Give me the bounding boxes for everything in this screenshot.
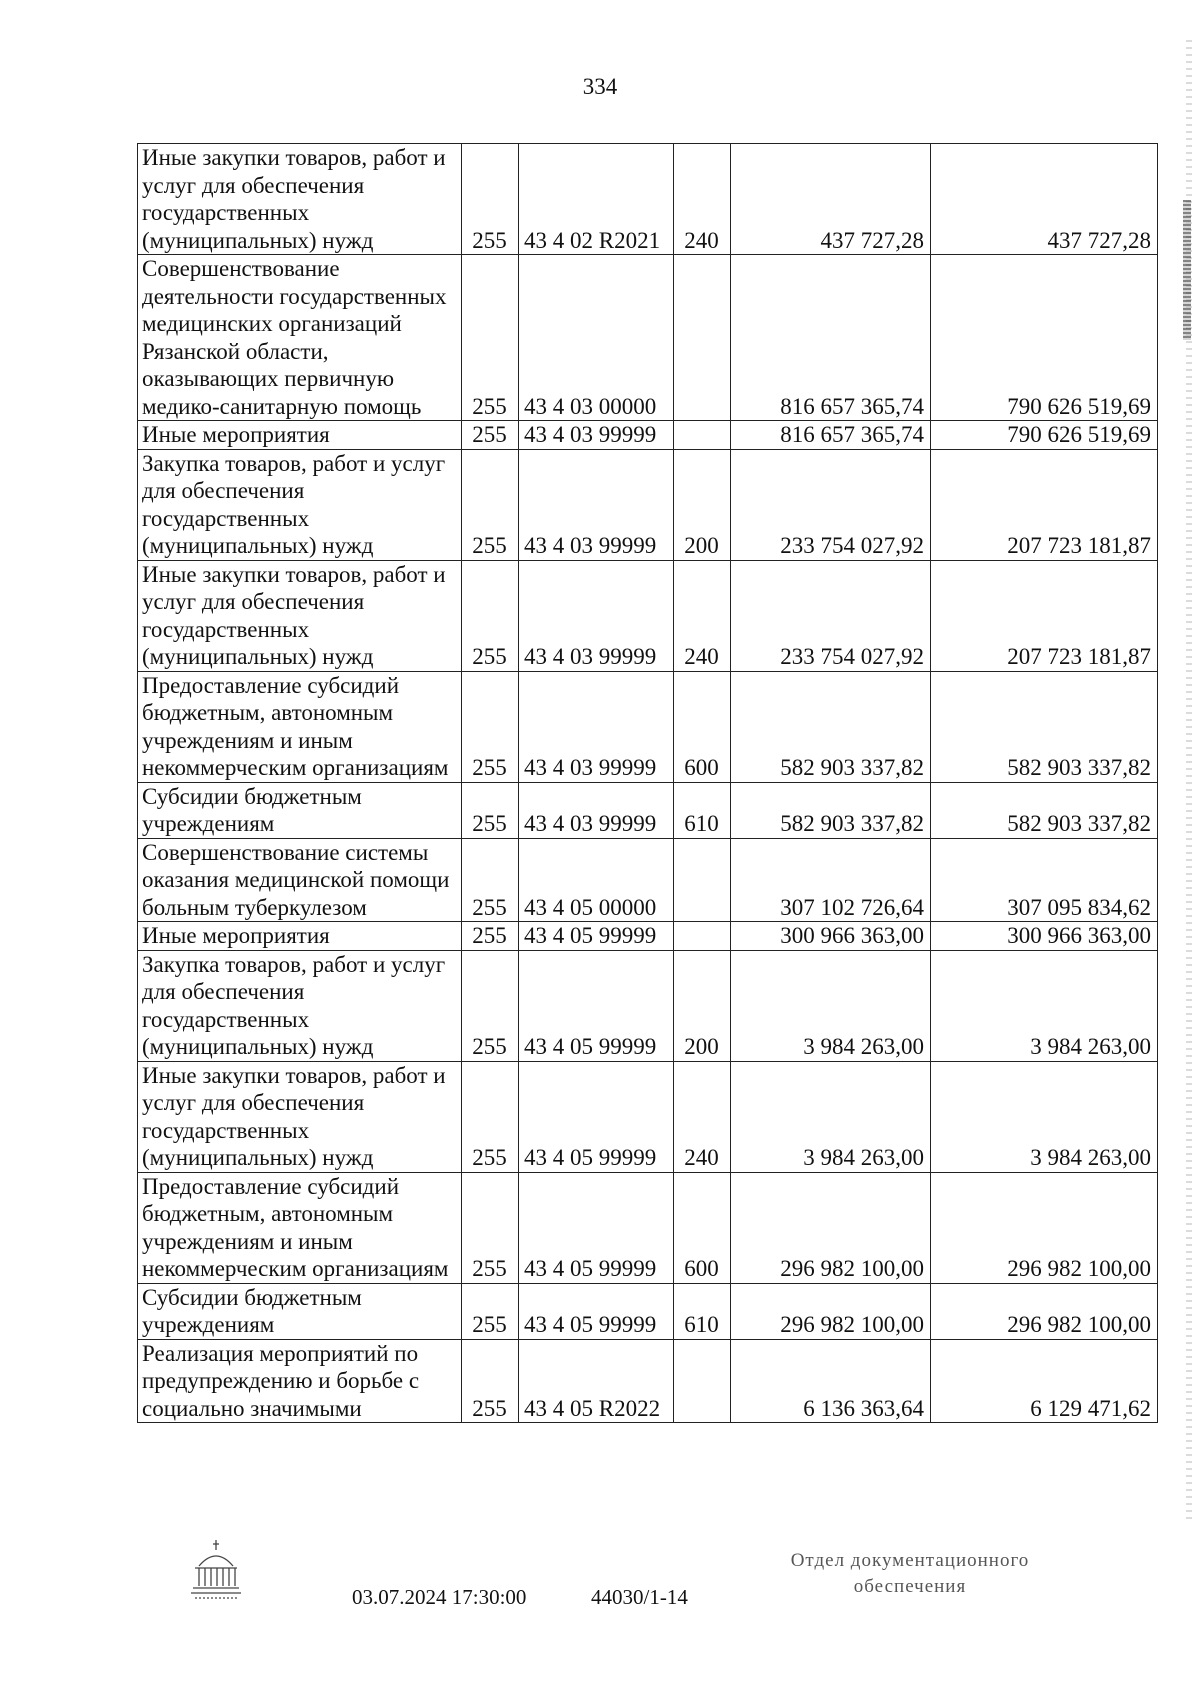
cell-sum-year-1: 296 982 100,00 — [731, 1172, 931, 1283]
cell-name: Иные мероприятия — [138, 421, 462, 450]
scan-edge-artifact-dense — [1183, 200, 1191, 340]
table-row — [138, 1172, 1158, 1283]
cell-ved-code: 255 — [462, 449, 519, 560]
cell-name: Закупка товаров, работ и услуг для обеспечения государственных (муниципальных) нужд — [138, 950, 462, 1061]
cell-expense-type: 600 — [674, 671, 731, 782]
table-row — [138, 671, 1158, 782]
table-row — [138, 421, 1158, 450]
cell-name: Иные мероприятия — [138, 922, 462, 951]
cell-sum-year-2: 207 723 181,87 — [931, 560, 1158, 671]
cell-target-article: 43 4 05 00000 — [519, 838, 674, 922]
cell-sum-year-1: 6 136 363,64 — [731, 1339, 931, 1423]
page-number: 334 — [582, 74, 618, 99]
cell-target-article: 43 4 05 99999 — [519, 1172, 674, 1283]
cell-sum-year-2: 307 095 834,62 — [931, 838, 1158, 922]
cell-name: Иные закупки товаров, работ и услуг для обеспечения государственных (муниципальных) нужд — [138, 1061, 462, 1172]
stamp-line-2: обеспечения — [853, 1576, 967, 1597]
cell-target-article: 43 4 05 R2022 — [519, 1339, 674, 1423]
cell-sum-year-2: 207 723 181,87 — [931, 449, 1158, 560]
table-row — [138, 255, 1158, 421]
cell-name: Иные закупки товаров, работ и услуг для обеспечения государственных (муниципальных) нужд — [138, 560, 462, 671]
table-row — [138, 838, 1158, 922]
cell-ved-code: 255 — [462, 560, 519, 671]
cell-expense-type: 200 — [674, 950, 731, 1061]
cell-target-article: 43 4 05 99999 — [519, 1283, 674, 1339]
cell-target-article: 43 4 03 00000 — [519, 255, 674, 421]
cell-target-article: 43 4 03 99999 — [519, 671, 674, 782]
cell-sum-year-1: 582 903 337,82 — [731, 671, 931, 782]
table-row — [138, 922, 1158, 951]
table-row — [138, 560, 1158, 671]
cell-ved-code: 255 — [462, 1283, 519, 1339]
cell-sum-year-2: 582 903 337,82 — [931, 782, 1158, 838]
cell-expense-type: 600 — [674, 1172, 731, 1283]
cell-ved-code: 255 — [462, 922, 519, 951]
cell-name: Субсидии бюджетным учреждениям — [138, 782, 462, 838]
cell-ved-code: 255 — [462, 1172, 519, 1283]
cell-ved-code: 255 — [462, 1061, 519, 1172]
cell-expense-type: 240 — [674, 1061, 731, 1172]
cell-sum-year-2: 3 984 263,00 — [931, 950, 1158, 1061]
cell-name: Закупка товаров, работ и услуг для обеспечения государственных (муниципальных) нужд — [138, 449, 462, 560]
cell-target-article: 43 4 03 99999 — [519, 449, 674, 560]
cell-expense-type: 200 — [674, 449, 731, 560]
cell-expense-type — [674, 838, 731, 922]
cell-ved-code: 255 — [462, 421, 519, 450]
table-row — [138, 144, 1158, 255]
cell-expense-type: 610 — [674, 782, 731, 838]
cell-sum-year-2: 582 903 337,82 — [931, 671, 1158, 782]
table-row — [138, 1339, 1158, 1423]
cell-sum-year-2: 437 727,28 — [931, 144, 1158, 255]
cell-sum-year-2: 790 626 519,69 — [931, 255, 1158, 421]
cell-sum-year-2: 300 966 363,00 — [931, 922, 1158, 951]
stamp-line-1: Отдел документационного — [790, 1550, 1030, 1571]
cell-sum-year-1: 233 754 027,92 — [731, 560, 931, 671]
cell-sum-year-1: 233 754 027,92 — [731, 449, 931, 560]
cell-name: Иные закупки товаров, работ и услуг для обеспечения государственных (муниципальных) нужд — [138, 144, 462, 255]
cell-ved-code: 255 — [462, 1339, 519, 1423]
cell-expense-type — [674, 1339, 731, 1423]
cell-name: Предоставление субсидий бюджетным, автономным учреждениям и иным некоммерческим организациям — [138, 671, 462, 782]
cell-expense-type — [674, 922, 731, 951]
cell-expense-type — [674, 421, 731, 450]
cell-sum-year-1: 582 903 337,82 — [731, 782, 931, 838]
cell-sum-year-2: 790 626 519,69 — [931, 421, 1158, 450]
table-row — [138, 449, 1158, 560]
budget-table — [137, 143, 1158, 1423]
department-stamp — [720, 1548, 1100, 1600]
cell-sum-year-1: 816 657 365,74 — [731, 255, 931, 421]
cell-sum-year-1: 300 966 363,00 — [731, 922, 931, 951]
cell-sum-year-2: 6 129 471,62 — [931, 1339, 1158, 1423]
cell-sum-year-1: 437 727,28 — [731, 144, 931, 255]
duma-logo-icon — [187, 1538, 245, 1604]
table-row — [138, 950, 1158, 1061]
cell-ved-code: 255 — [462, 782, 519, 838]
cell-name: Совершенствование деятельности государственных медицинских организаций Рязанской области, оказывающих первичную медико-санитарную помощь — [138, 255, 462, 421]
cell-sum-year-2: 296 982 100,00 — [931, 1172, 1158, 1283]
cell-ved-code: 255 — [462, 255, 519, 421]
table-row — [138, 1061, 1158, 1172]
cell-name: Предоставление субсидий бюджетным, автономным учреждениям и иным некоммерческим организациям — [138, 1172, 462, 1283]
table-row — [138, 1283, 1158, 1339]
cell-ved-code: 255 — [462, 671, 519, 782]
table-row — [138, 782, 1158, 838]
cell-target-article: 43 4 03 99999 — [519, 421, 674, 450]
cell-target-article: 43 4 02 R2021 — [519, 144, 674, 255]
cell-target-article: 43 4 05 99999 — [519, 1061, 674, 1172]
cell-name: Субсидии бюджетным учреждениям — [138, 1283, 462, 1339]
cell-expense-type: 240 — [674, 144, 731, 255]
cell-sum-year-2: 3 984 263,00 — [931, 1061, 1158, 1172]
cell-name: Реализация мероприятий по предупреждению и борьбе с социально значимыми — [138, 1339, 462, 1423]
cell-expense-type: 240 — [674, 560, 731, 671]
cell-name: Совершенствование системы оказания медицинской помощи больным туберкулезом — [138, 838, 462, 922]
cell-expense-type — [674, 255, 731, 421]
cell-ved-code: 255 — [462, 950, 519, 1061]
cell-expense-type: 610 — [674, 1283, 731, 1339]
cell-sum-year-1: 3 984 263,00 — [731, 950, 931, 1061]
cell-target-article: 43 4 05 99999 — [519, 922, 674, 951]
cell-target-article: 43 4 03 99999 — [519, 560, 674, 671]
cell-sum-year-1: 296 982 100,00 — [731, 1283, 931, 1339]
footer-datetime: 03.07.2024 17:30:00 — [352, 1585, 527, 1609]
cell-ved-code: 255 — [462, 144, 519, 255]
cell-sum-year-2: 296 982 100,00 — [931, 1283, 1158, 1339]
cell-target-article: 43 4 03 99999 — [519, 782, 674, 838]
cell-ved-code: 255 — [462, 838, 519, 922]
cell-sum-year-1: 3 984 263,00 — [731, 1061, 931, 1172]
cell-sum-year-1: 816 657 365,74 — [731, 421, 931, 450]
cell-sum-year-1: 307 102 726,64 — [731, 838, 931, 922]
footer-doc-number: 44030/1-14 — [591, 1585, 688, 1609]
cell-target-article: 43 4 05 99999 — [519, 950, 674, 1061]
